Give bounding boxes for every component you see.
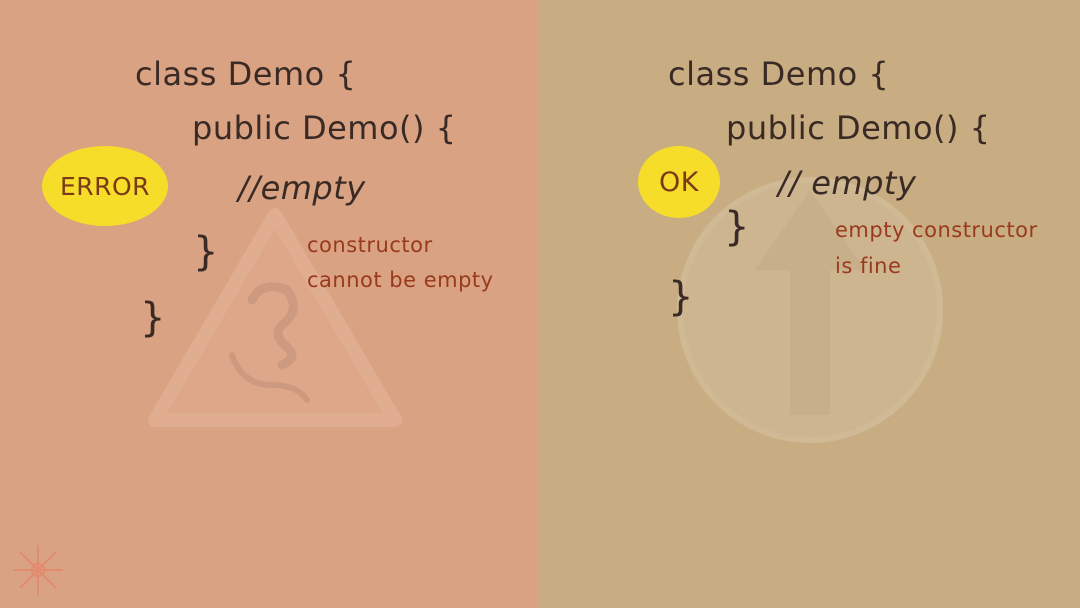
code-brace: } (724, 204, 750, 250)
note-line: cannot be empty (307, 268, 494, 292)
sunburst-icon (13, 545, 63, 595)
code-line: public Demo() { (726, 109, 991, 147)
code-brace: } (140, 295, 166, 341)
code-brace: } (193, 229, 219, 275)
note-line: empty constructor (835, 218, 1038, 242)
code-comment: // empty (778, 164, 917, 202)
note-line: is fine (835, 254, 902, 278)
code-brace: } (668, 274, 694, 320)
code-comment: //empty (238, 169, 366, 207)
note-line: constructor (307, 233, 433, 257)
code-line: class Demo { (135, 55, 357, 93)
ok-panel (540, 0, 1080, 608)
error-badge-label: ERROR (59, 171, 151, 201)
error-badge (42, 146, 168, 226)
code-line: class Demo { (668, 55, 890, 93)
code-line: public Demo() { (192, 109, 457, 147)
ok-badge-label: OK (659, 166, 699, 198)
ok-badge (638, 146, 720, 218)
